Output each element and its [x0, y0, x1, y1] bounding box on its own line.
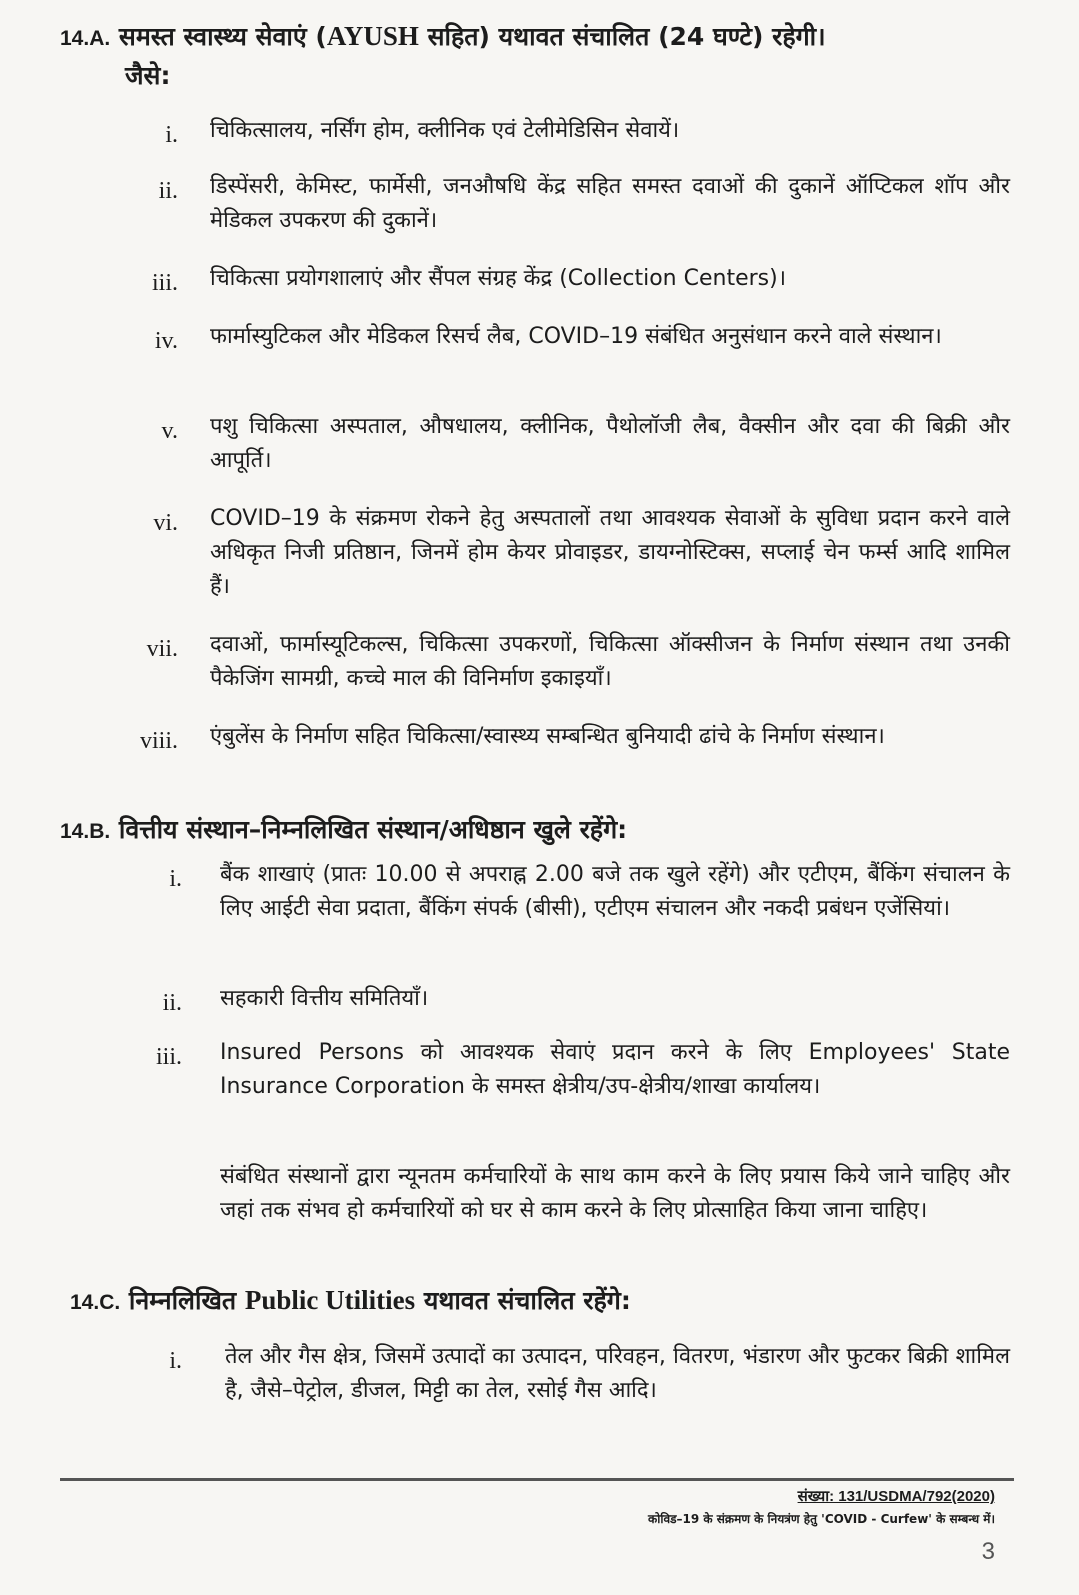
item-text: चिकित्सालय, नर्सिंग होम, क्लीनिक एवं टेलीमेडिसिन सेवायें। — [210, 118, 680, 143]
item-numeral: vi. — [153, 510, 178, 536]
section-a-title-pre: समस्त स्वास्थ्य सेवाएं ( — [118, 22, 327, 51]
item-text: डिस्पेंसरी, केमिस्ट, फार्मेसी, जनऔषधि केंद्र सहित समस्त दवाओं की दुकानें ऑप्टिकल शॉप और मेडिकल उपकरण की दुकानें। — [210, 174, 1010, 233]
item-text: फार्मास्युटिकल और मेडिकल रिसर्च लैब, COVID–19 संबंधित अनुसंधान करने वाले संस्थान। — [210, 324, 942, 349]
item-numeral: iii. — [151, 270, 178, 296]
section-b-heading — [60, 812, 1020, 850]
item-text: सहकारी वित्तीय समितियाँ। — [220, 986, 429, 1011]
footer-divider — [60, 1478, 1014, 1481]
section-c-title-latin: Public Utilities — [244, 1285, 416, 1315]
item-numeral: ii. — [158, 178, 178, 204]
section-a-title-post: सहित) यथावत संचालित (24 घण्टे) रहेगी। — [418, 22, 826, 51]
section-b-note: संबंधित संस्थानों द्वारा न्यूनतम कर्मचारियों के साथ काम करने के लिए प्रयास किये जाने चाहिए और जहां तक संभव हो कर्मचारियों को घर से काम करने के लिए प्रोत्साहित किया जाना चाहिए। — [220, 1164, 1010, 1223]
section-c-title-pre: निम्नलिखित — [128, 1286, 245, 1315]
item-numeral: vii. — [146, 636, 178, 662]
item-numeral: iv. — [154, 328, 178, 354]
item-numeral: iii. — [155, 1044, 182, 1070]
item-text: दवाओं, फार्मास्यूटिकल्स, चिकित्सा उपकरणों, चिकित्सा ऑक्सीजन के निर्माण संस्थान तथा उनकी पैकेजिंग सामग्री, कच्चे माल की विनिर्माण इकाइयाँ। — [210, 632, 1010, 691]
item-text: एंबुलेंस के निर्माण सहित चिकित्सा/स्वास्थ्य सम्बन्धित बुनियादी ढांचे के निर्माण संस्थान। — [210, 724, 885, 749]
item-numeral: i. — [169, 1348, 182, 1374]
section-a-number: 14.A. — [60, 27, 111, 50]
section-b-title: वित्तीय संस्थान–निम्नलिखित संस्थान/अधिष्ठान खुले रहेंगे: — [118, 815, 628, 844]
section-c-number: 14.C. — [70, 1291, 121, 1314]
section-a-title-latin: AYUSH — [326, 21, 419, 51]
section-c-title-post: यथावत संचालित रहेंगे: — [415, 1286, 631, 1315]
section-b-number: 14.B. — [60, 820, 111, 843]
item-text: तेल और गैस क्षेत्र, जिसमें उत्पादों का उत्पादन, परिवहन, वितरण, भंडारण और फुटकर बिक्री शामिल है, जैसे–पेट्रोल, डीजल, मिट्टी का तेल, रसोई गैस आदि। — [225, 1344, 1010, 1403]
item-text: बैंक शाखाएं (प्रातः 10.00 से अपराह्न 2.00 बजे तक खुले रहेंगे) और एटीएम, बैंकिंग संचालन के लिए आईटी सेवा प्रदाता, बैंकिंग संपर्क (बीसी), एटीएम संचालन और नकदी प्रबंधन एजेंसियां। — [220, 862, 1010, 921]
item-text: COVID–19 के संक्रमण रोकने हेतु अस्पतालों तथा आवश्यक सेवाओं के सुविधा प्रदान करने वाले अधिकृत निजी प्रतिष्ठान, जिनमें होम केयर प्रोवाइडर, डायग्नोस्टिक्स, सप्लाई चेन फर्म्स आदि शामिल हैं। — [210, 506, 1010, 599]
item-numeral: i. — [165, 122, 178, 148]
page-number: 3 — [981, 1538, 995, 1565]
section-c-heading — [70, 1282, 1020, 1321]
item-numeral: v. — [161, 418, 178, 444]
item-numeral: viii. — [139, 728, 178, 754]
item-numeral: ii. — [162, 990, 182, 1016]
section-a-heading — [60, 18, 1020, 57]
item-text: चिकित्सा प्रयोगशालाएं और सैंपल संग्रह केंद्र (Collection Centers)। — [210, 266, 787, 291]
item-text: Insured Persons को आवश्यक सेवाएं प्रदान करने के लिए Employees' State Insurance Corporation के समस्त क्षेत्रीय/उप-क्षेत्रीय/शाखा कार्यालय। — [220, 1040, 1010, 1099]
footer-subject: कोविड–19 के संक्रमण के नियत्रंण हेतु 'COVID - Curfew' के सम्बन्ध में। — [648, 1512, 995, 1526]
item-text: पशु चिकित्सा अस्पताल, औषधालय, क्लीनिक, पैथोलॉजी लैब, वैक्सीन और दवा की बिक्री और आपूर्ति। — [210, 414, 1010, 473]
footer-reference: संख्या: 131/USDMA/792(2020) — [797, 1488, 995, 1505]
section-a-subtitle: जैसे: — [125, 61, 171, 90]
item-numeral: i. — [169, 866, 182, 892]
